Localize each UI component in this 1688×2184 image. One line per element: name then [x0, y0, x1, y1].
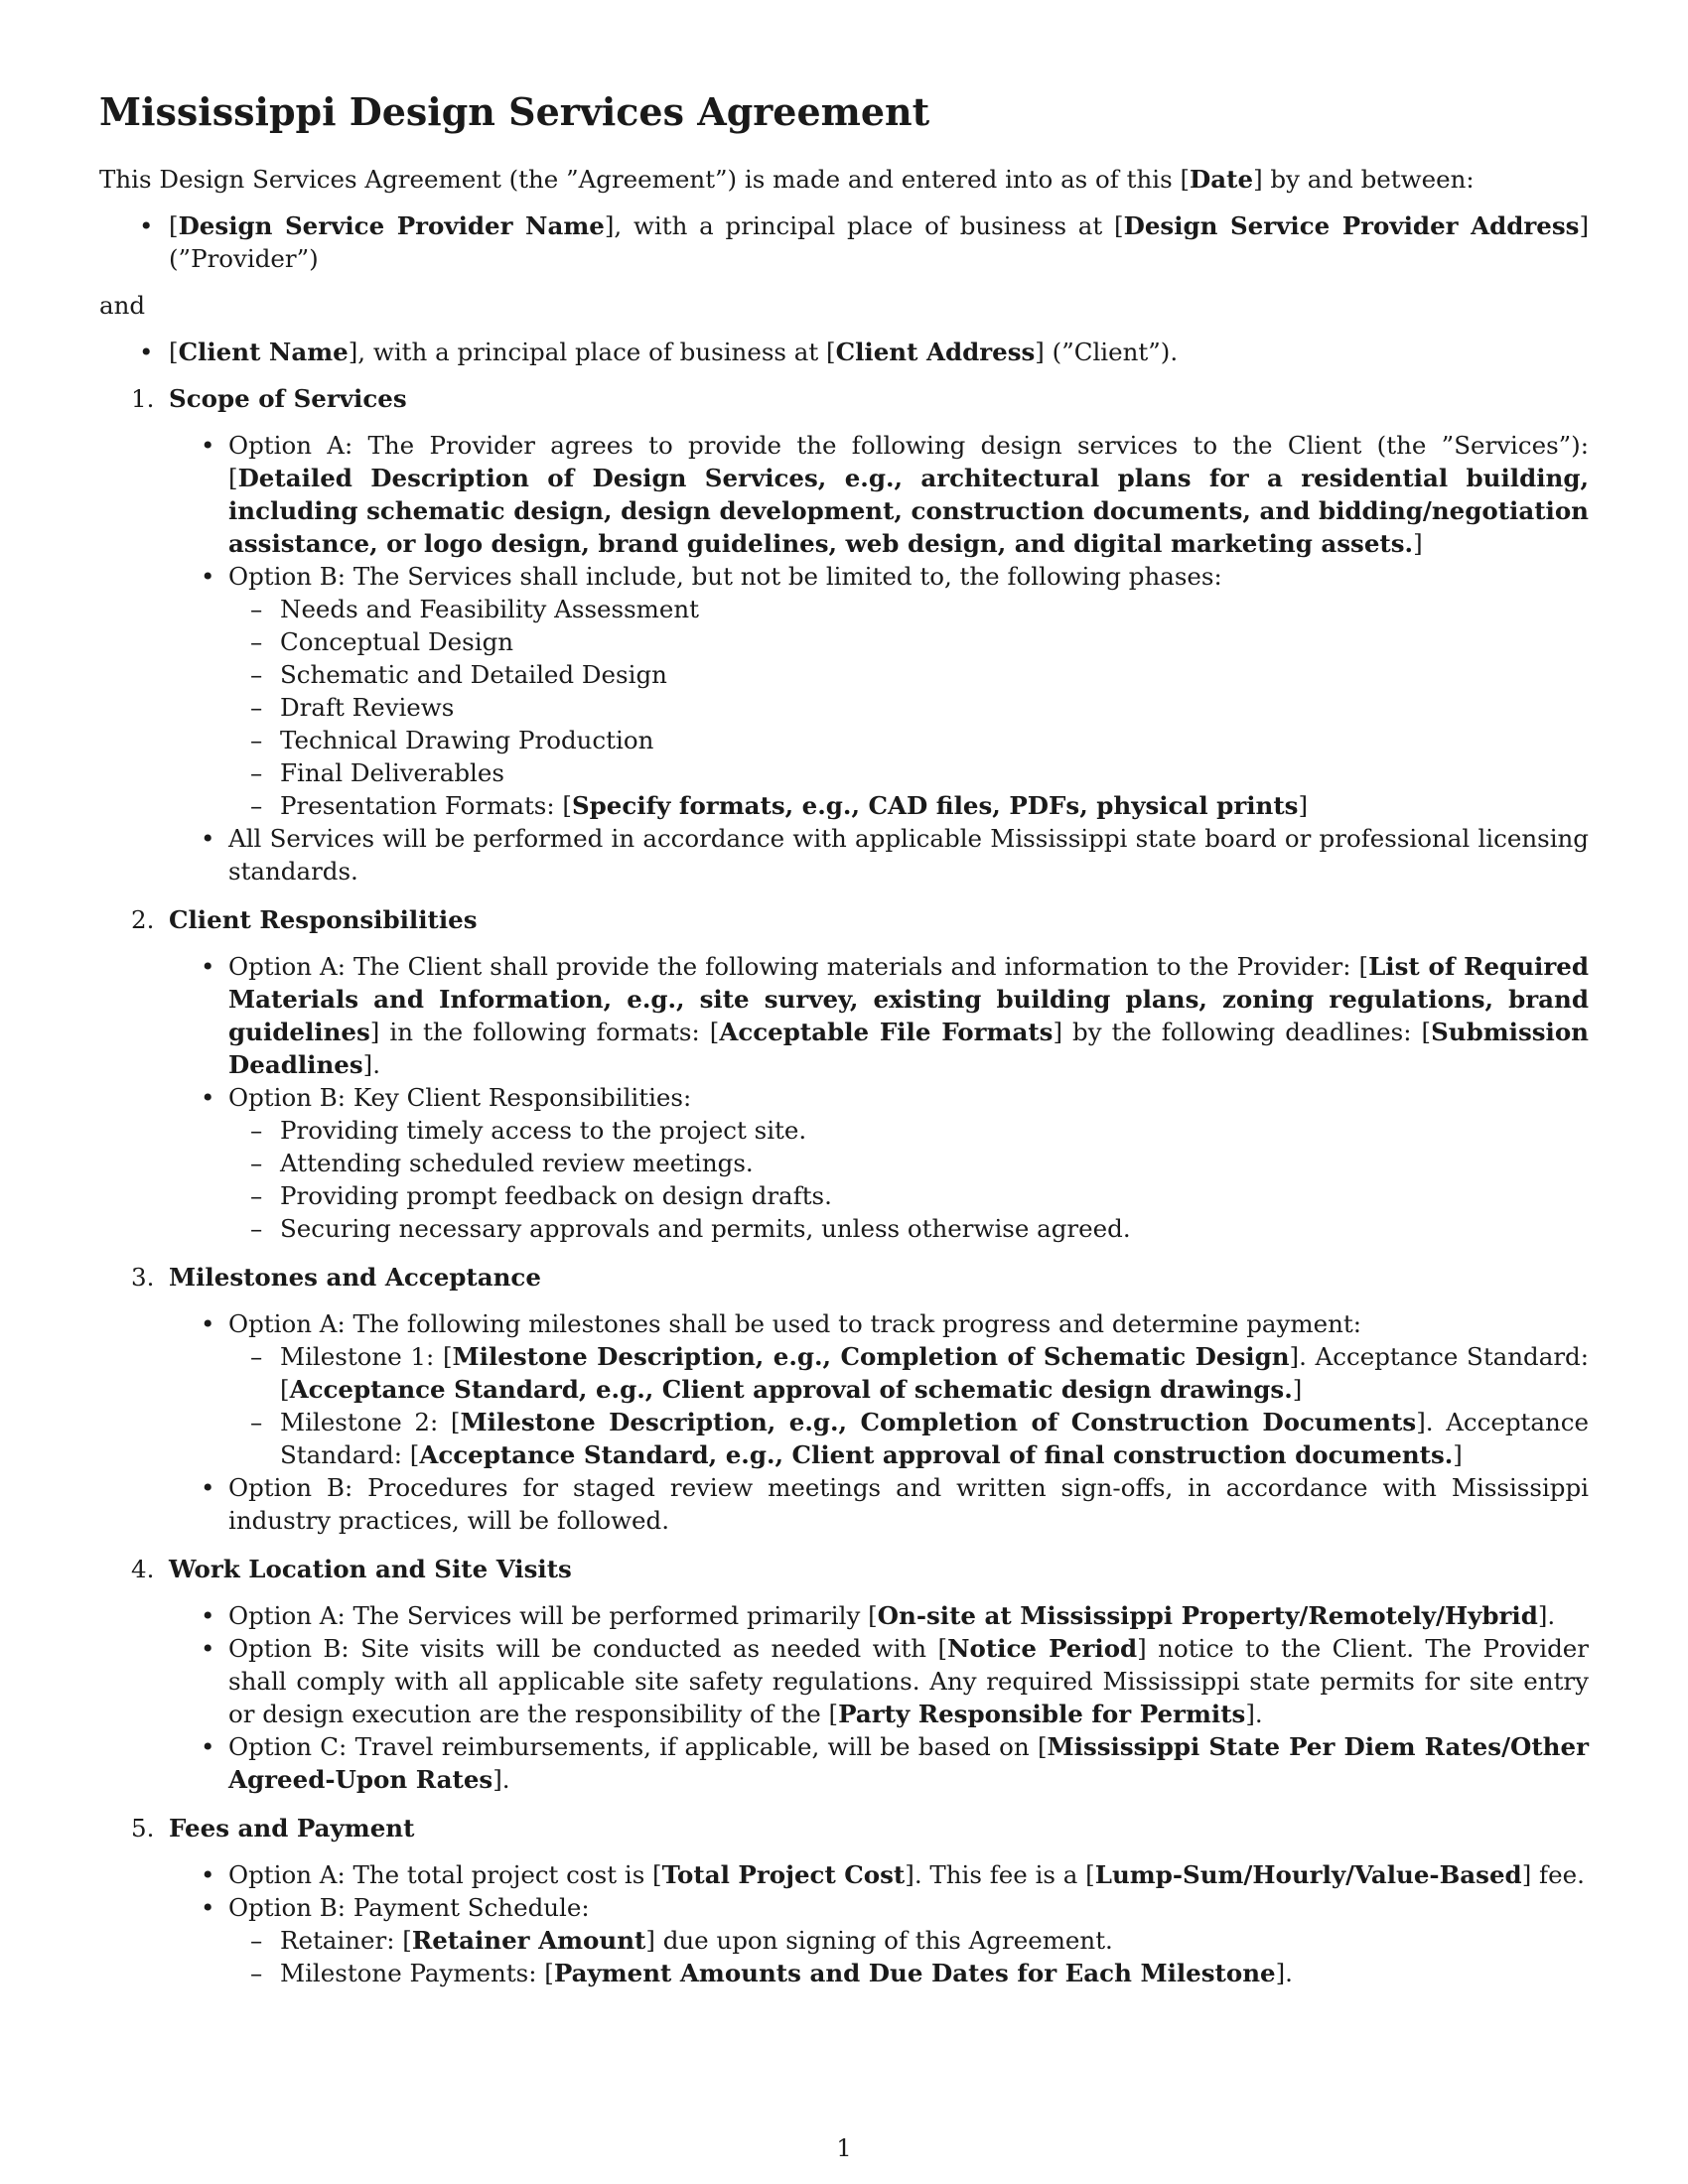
placeholder: Specify formats, e.g., CAD files, PDFs, physical prints: [571, 791, 1299, 820]
option-a: [169, 1599, 1589, 1632]
section-milestones-and-acceptance: [99, 1261, 1589, 1537]
list-item: – Needs and Feasibility Assessment: [228, 593, 1589, 625]
client-text: ], with a principal place of business at [: [348, 338, 836, 366]
list-item: – Securing necessary approvals and permits, unless otherwise agreed.: [228, 1212, 1589, 1245]
option-text: Option C: Travel reimbursements, if applicable, will be based on [: [228, 1732, 1048, 1761]
option-text: Option A: The Client shall provide the following materials and information to the Provider: [: [228, 952, 1369, 981]
placeholder: Acceptance Standard, e.g., Client approval of final construction documents.: [419, 1440, 1454, 1469]
phases-list: [228, 593, 1589, 822]
provider-label: ] (”Provider”): [169, 211, 1589, 273]
retainer-text: ] due upon signing of this Agreement.: [645, 1926, 1113, 1955]
option-a: [169, 1858, 1589, 1891]
option-b: [169, 1632, 1589, 1730]
options-list: [169, 950, 1589, 1245]
retainer-item: [228, 1924, 1589, 1957]
list-item: – Providing prompt feedback on design drafts.: [228, 1179, 1589, 1212]
milestone-text: ]. Acceptance Standard: [: [280, 1408, 1589, 1469]
list-item: – Schematic and Detailed Design: [228, 658, 1589, 691]
option-text: ] fee.: [1521, 1860, 1585, 1889]
section-client-responsibilities: [99, 903, 1589, 1245]
option-text: Option A: The total project cost is [: [228, 1860, 662, 1889]
bracket: ].: [492, 1765, 510, 1794]
section-title: Scope of Services: [169, 384, 407, 413]
placeholder: Milestone Description, e.g., Completion of Construction Documents: [460, 1408, 1417, 1436]
milestone-text: ]. Acceptance Standard: [: [280, 1342, 1589, 1404]
list-item: – Technical Drawing Production: [228, 724, 1589, 756]
option-text: Option A: The following milestones shall be used to track progress and determine payment:: [228, 1309, 1361, 1338]
option-text: ] in the following formats: [: [369, 1018, 720, 1046]
placeholder: Mississippi State Per Diem Rates/Other Agreed-Upon Rates: [228, 1732, 1589, 1794]
section-title: Fees and Payment: [169, 1814, 415, 1843]
option-text: Option A: The Provider agrees to provide the following design services to the Client (the ”Services”): [: [228, 431, 1589, 492]
placeholder: Party Responsible for Permits: [838, 1700, 1246, 1728]
section-fees-and-payment: [99, 1812, 1589, 1989]
section-scope-of-services: [99, 382, 1589, 887]
placeholder: Retainer Amount: [411, 1926, 646, 1955]
milestone-text: Milestone 1: [: [280, 1342, 453, 1371]
option-text: Option A: The Services will be performed primarily [: [228, 1601, 878, 1630]
placeholder: Acceptable File Formats: [719, 1018, 1054, 1046]
bracket: ]: [1298, 791, 1309, 820]
intro-text-end: ] by and between:: [1253, 165, 1475, 194]
provider-item: [99, 209, 1589, 275]
placeholder: Milestone Description, e.g., Completion of Schematic Design: [452, 1342, 1290, 1371]
page-number: 1: [836, 2134, 852, 2162]
list-item: [228, 789, 1589, 822]
provider-text: ], with a principal place of business at [: [604, 211, 1124, 240]
section-title: Milestones and Acceptance: [169, 1263, 541, 1292]
section-title: Client Responsibilities: [169, 905, 478, 934]
bracket: [: [169, 211, 179, 240]
bracket: ].: [362, 1050, 381, 1079]
bracket: ].: [1537, 1601, 1556, 1630]
provider-name-placeholder: Design Service Provider Name: [178, 211, 605, 240]
bracket: ]: [1292, 1375, 1303, 1404]
intro-paragraph: [99, 163, 1589, 196]
options-list: [169, 1307, 1589, 1537]
bracket: ].: [1275, 1959, 1293, 1987]
option-b: [169, 560, 1589, 822]
bracket: ]: [1453, 1440, 1463, 1469]
document-page: [99, 89, 1589, 2005]
options-list: [169, 1858, 1589, 1989]
sections-list: [99, 382, 1589, 1989]
placeholder: Detailed Description of Design Services, e.g., architectural plans for a residential building, including schematic design, design development, construction documents, and bidding/negotiation assistance, or logo design, brand guidelines, web design, and digital marketing assets.: [228, 464, 1589, 558]
bracket: ].: [1245, 1700, 1263, 1728]
section-title: Work Location and Site Visits: [169, 1555, 572, 1583]
option-text: Option B: Site visits will be conducted as needed with [: [228, 1634, 948, 1663]
retainer-text: Retainer: [: [280, 1926, 412, 1955]
bracket: [: [169, 338, 179, 366]
intro-text: This Design Services Agreement (the ”Agreement”) is made and entered into as of this [: [99, 165, 1191, 194]
list-item: – Draft Reviews: [228, 691, 1589, 724]
party-list-client: [99, 336, 1589, 368]
placeholder: Submission Deadlines: [228, 1018, 1589, 1079]
section-number: 4.: [131, 1555, 155, 1583]
list-item: – Conceptual Design: [228, 625, 1589, 658]
list-item: – Final Deliverables: [228, 756, 1589, 789]
option-text: Option B: Key Client Responsibilities:: [228, 1083, 692, 1112]
client-address-placeholder: Client Address: [835, 338, 1036, 366]
placeholder: Total Project Cost: [661, 1860, 906, 1889]
option-a: [169, 429, 1589, 560]
section-number: 3.: [131, 1263, 155, 1292]
bracket: ]: [1413, 529, 1423, 558]
party-list-provider: [99, 209, 1589, 275]
placeholder: Payment Amounts and Due Dates for Each Milestone: [553, 1959, 1276, 1987]
client-name-placeholder: Client Name: [178, 338, 349, 366]
milestone-payments-item: [228, 1957, 1589, 1989]
section-number: 2.: [131, 905, 155, 934]
option-a: [169, 1307, 1589, 1471]
milestone-2: [228, 1406, 1589, 1471]
options-list: [169, 429, 1589, 887]
section-number: 5.: [131, 1814, 155, 1843]
client-item: [99, 336, 1589, 368]
list-item: – Attending scheduled review meetings.: [228, 1147, 1589, 1179]
date-placeholder: Date: [1190, 165, 1254, 194]
provider-address-placeholder: Design Service Provider Address: [1123, 211, 1580, 240]
milestones-list: [228, 1340, 1589, 1471]
standards-item: • All Services will be performed in accordance with applicable Mississippi state board or professional licensing standards.: [169, 822, 1589, 887]
option-text: ] notice to the Client. The Provider shall comply with all applicable site safety regulations. Any required Mississippi state permits for site entry or design execution are the responsibility of the [: [228, 1634, 1589, 1728]
responsibilities-list: [228, 1114, 1589, 1245]
milestone-text: Milestone 2: [: [280, 1408, 461, 1436]
options-list: [169, 1599, 1589, 1796]
placeholder: Acceptance Standard, e.g., Client approval of schematic design drawings.: [289, 1375, 1293, 1404]
payment-schedule-list: [228, 1924, 1589, 1989]
and-connector: and: [99, 291, 146, 320]
option-b: [169, 1081, 1589, 1245]
document-title: Mississippi Design Services Agreement: [99, 89, 930, 134]
section-work-location: [99, 1553, 1589, 1796]
placeholder: List of Required Materials and Information, e.g., site survey, existing building plans, zoning regulations, brand guidelines: [228, 952, 1589, 1046]
option-text: Option B: Payment Schedule:: [228, 1893, 590, 1922]
placeholder: Lump-Sum/Hourly/Value-Based: [1094, 1860, 1522, 1889]
placeholder: Notice Period: [947, 1634, 1138, 1663]
section-number: 1.: [131, 384, 155, 413]
list-item: – Providing timely access to the project site.: [228, 1114, 1589, 1147]
placeholder: On-site at Mississippi Property/Remotely/Hybrid: [877, 1601, 1538, 1630]
option-a: [169, 950, 1589, 1081]
milestone-payments-text: Milestone Payments: [: [280, 1959, 554, 1987]
option-c: [169, 1730, 1589, 1796]
option-text: Option B: The Services shall include, but not be limited to, the following phases:: [228, 562, 1222, 591]
option-b: • Option B: Procedures for staged review meetings and written sign-offs, in accordance with Mississippi industry practices, will be followed.: [169, 1471, 1589, 1537]
milestone-1: [228, 1340, 1589, 1406]
option-text: ]. This fee is a [: [905, 1860, 1095, 1889]
option-b: [169, 1891, 1589, 1989]
formats-text: Presentation Formats: [: [280, 791, 572, 820]
option-text: ] by the following deadlines: [: [1053, 1018, 1432, 1046]
client-label: ] (”Client”).: [1035, 338, 1179, 366]
